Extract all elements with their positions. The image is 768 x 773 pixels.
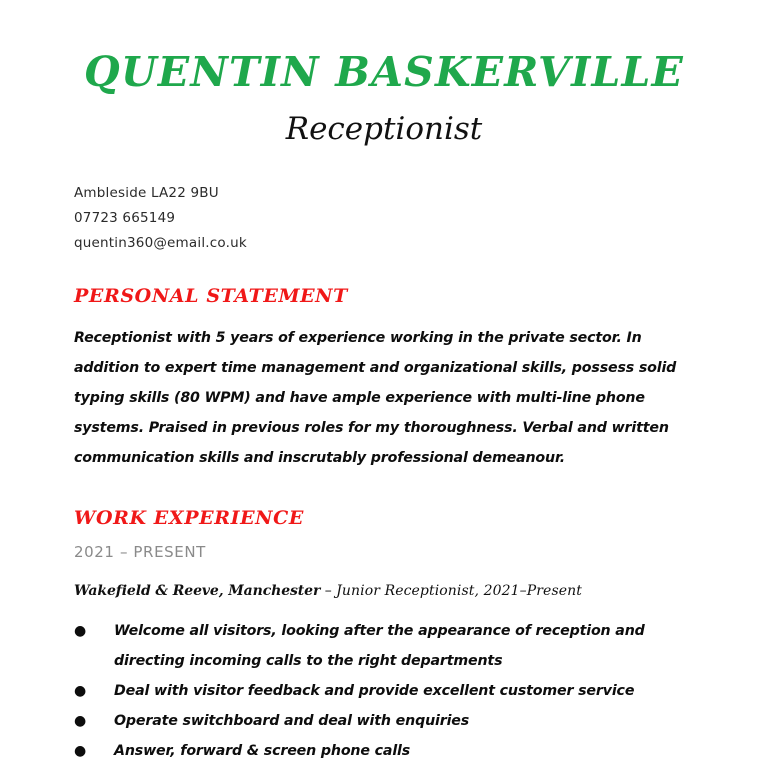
bullet-icon: ● xyxy=(74,743,87,759)
contact-email: quentin360@email.co.uk xyxy=(74,235,247,251)
job-responsibility-list xyxy=(0,616,768,766)
list-item xyxy=(74,706,702,736)
candidate-name: QUENTIN BASKERVILLE xyxy=(84,48,684,96)
job-entry-heading xyxy=(0,582,768,600)
list-item-text: Answer, forward & screen phone calls xyxy=(114,743,411,759)
list-item xyxy=(74,736,702,766)
bullet-icon: ● xyxy=(74,683,87,699)
list-item xyxy=(74,676,702,706)
candidate-job-title: Receptionist xyxy=(285,111,483,147)
job-role: Junior Receptionist, 2021–Present xyxy=(336,583,582,599)
contact-phone: 07723 665149 xyxy=(74,210,176,226)
contact-block xyxy=(0,181,768,256)
bullet-icon: ● xyxy=(74,713,87,729)
section-heading-work-experience: WORK EXPERIENCE xyxy=(74,507,304,529)
resume-header xyxy=(0,0,768,145)
section-heading-personal-statement: PERSONAL STATEMENT xyxy=(74,285,348,307)
job-separator: – xyxy=(320,583,337,599)
list-item-text: Operate switchboard and deal with enquiries xyxy=(114,713,470,729)
contact-address: Ambleside LA22 9BU xyxy=(74,185,219,201)
list-item-text: Deal with visitor feedback and provide excellent customer service xyxy=(114,683,635,699)
list-item-text: Welcome all visitors, looking after the appearance of reception and directing incoming calls to the right departments xyxy=(114,623,645,669)
work-experience-date-range: 2021 – PRESENT xyxy=(74,543,206,561)
list-item xyxy=(74,616,702,676)
job-employer: Wakefield & Reeve, Manchester xyxy=(74,583,321,599)
personal-statement-body: Receptionist with 5 years of experience working in the private sector. In addition to expert time management and organizational skills, possess solid typing skills (80 WPM) and have ample experience with multi-line phone systems. Praised in previous roles for my thoroughness. Verbal and written communication skills and inscrutably professional demeanour. xyxy=(74,330,677,466)
bullet-icon: ● xyxy=(74,623,87,639)
